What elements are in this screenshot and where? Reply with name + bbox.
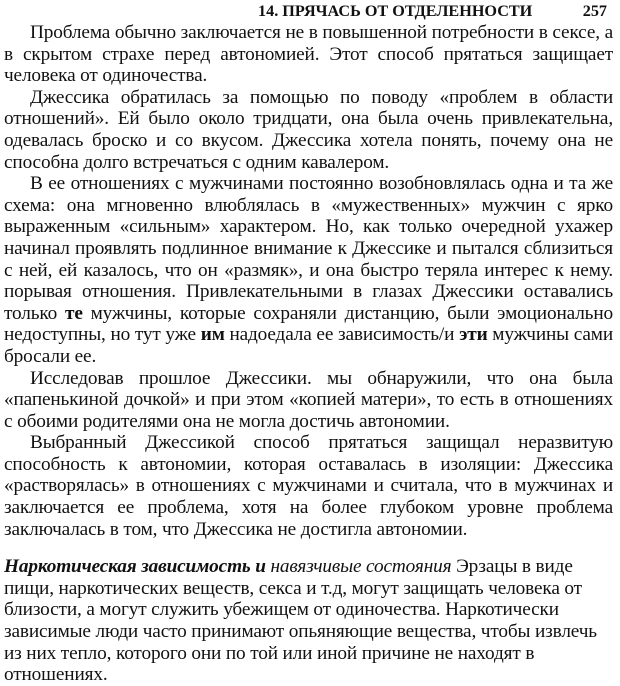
paragraph-6 [4,556,613,686]
running-head [258,1,607,23]
paragraph-6-text: Эрзацы в виде пищи, наркотических веществ, секса и т.д, могут защищать человека от близости, а могут служить убежищем от одиночества. Наркотически зависимые люди часто принимают опьяняющие вещества, чтобы извлечь из них тепло, которого они по той или иной причине не находят в отношениях. [4,556,597,686]
paragraph-3-text-4: мужчины сами бросали ее. [4,324,614,367]
section-run-in-heading: Наркотическая зависимость и [4,556,266,578]
chapter-title: 14. ПРЯЧАСЬ ОТ ОТДЕЛЕННОСТИ [258,2,533,20]
emphasis-te: те [65,302,83,324]
page-number: 257 [582,2,607,20]
paragraph-3-text-1: В ее отношениях с мужчинами постоянно возобновлялась одна и та же схема: она мгновенно влюблялась в «мужественных» мужчин с ярко выраженным «сильным» характером. Но, как только очередной ухажер начинал проявлять подлинное внимание к Джессике и пытался сблизиться с ней, ей казалось, что он «размяк», и она быстро теряла интерес к нему. порывая отношения. Привлекательными в глазах Джессики оставались только [4,173,613,324]
paragraph-2: Джессика обратилась за помощью по поводу «проблем в области отношений». Ей было около тридцати, она была очень привлекательна, одевалась броско и со вкусом. Джессика хотела понять, почему она не способна долго встречаться с одним кавалером. [4,86,613,173]
body-text [4,22,613,686]
paragraph-1: Проблема обычно заключается не в повышенной потребности в сексе, а в скрытом страхе перед автономией. Этот способ прятаться защищает человека от одиночества. [4,22,613,87]
section-run-in-heading-tail: навязчивые состояния [265,556,452,578]
emphasis-im: им [200,324,225,346]
paragraph-5: Выбранный Джессикой способ прятаться защищал неразвитую способность к автономии, которая оставалась в изоляции: Джессика «растворялась» в отношениях с мужчинами и считала, что в мужчинах и заключается ее проблема, хотя на более глубоком уровне проблема заключалась в том, что Джессика не достигла автономии. [4,432,613,540]
paragraph-3 [4,173,613,367]
paragraph-4: Исследовав прошлое Джессики. мы обнаружили, что она была «папенькиной дочкой» и при этом «копией матери», то есть в отношениях с обоими родителями она не могла достичь автономии. [4,367,613,432]
paragraph-3-text-3: надоедала ее зависимость/и [224,324,460,346]
paragraph-3-text-2: мужчины, которые сохраняли дистанцию, были эмоционально недоступны, но тут уже [4,302,613,346]
emphasis-eti: эти [459,324,488,346]
